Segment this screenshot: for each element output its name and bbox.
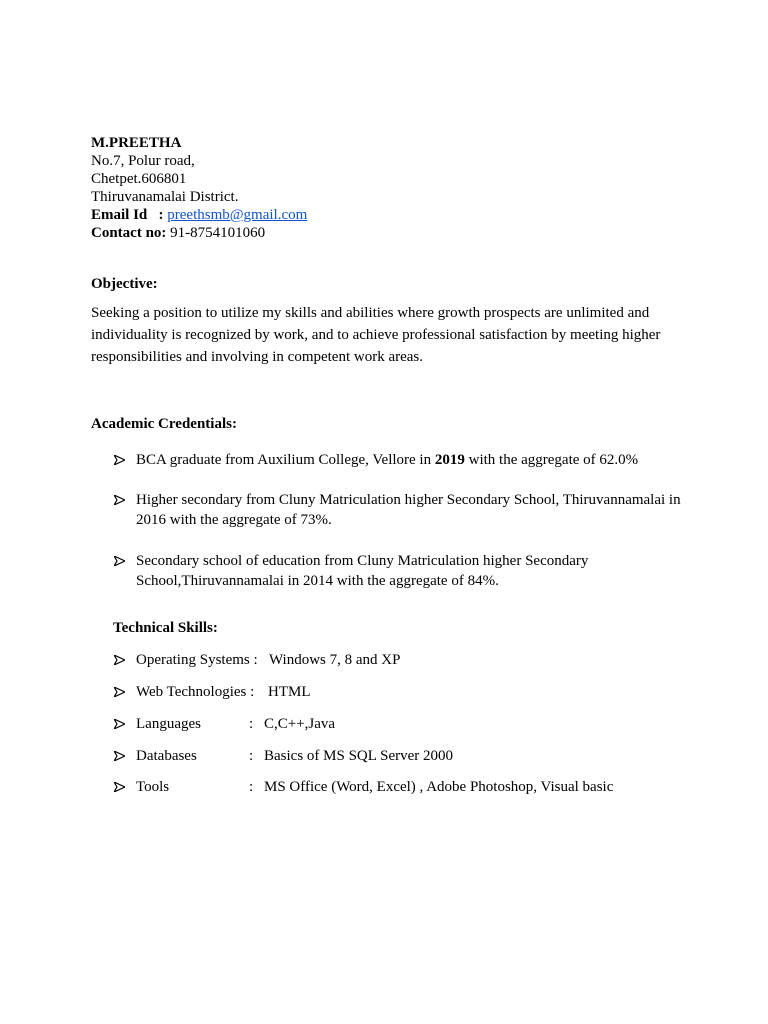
- address-line-2: Chetpet.606801: [91, 171, 187, 187]
- academic-item-text-part: BCA graduate from Auxilium College, Vellore in: [136, 452, 435, 468]
- arrow-bullet-icon: [113, 682, 127, 702]
- skill-label: Web Technologies :: [136, 684, 255, 700]
- skill-value: Basics of MS SQL Server 2000: [264, 748, 454, 764]
- address-line-3: Thiruvanamalai District.: [91, 189, 239, 205]
- skill-value: C,C++,Java: [264, 716, 336, 732]
- arrow-bullet-icon: [113, 714, 127, 734]
- contact-number: 91-8754101060: [170, 225, 266, 241]
- technical-heading: Technical Skills:: [113, 620, 218, 636]
- skill-label: Operating Systems :: [136, 652, 258, 668]
- skill-label: Languages: [136, 716, 201, 732]
- skill-colon: :: [249, 748, 254, 764]
- skill-value: Windows 7, 8 and XP: [269, 652, 401, 668]
- skill-value: HTML: [268, 684, 311, 700]
- skill-colon: :: [249, 779, 254, 795]
- academic-heading: Academic Credentials:: [91, 416, 237, 432]
- contact-label: Contact no:: [91, 225, 167, 241]
- academic-item-text: Higher secondary from Cluny Matriculation higher Secondary School, Thiruvannamalai in 2016 with the aggregate of 73%.: [136, 492, 681, 528]
- skill-value: MS Office (Word, Excel) , Adobe Photoshop, Visual basic: [264, 779, 614, 795]
- academic-item-text: Secondary school of education from Cluny Matriculation higher Secondary School,Thiruvannamalai in 2014 with the aggregate of 84%.: [136, 553, 589, 589]
- graduation-year: 2019: [434, 452, 465, 468]
- address-line-1: No.7, Polur road,: [91, 153, 195, 169]
- academic-item-text-part: with the aggregate of 62.0%: [464, 452, 639, 468]
- arrow-bullet-icon: [113, 650, 127, 670]
- contact-row: [91, 224, 307, 242]
- arrow-bullet-icon: [113, 490, 127, 510]
- skill-label: Tools: [136, 779, 170, 795]
- email-row: [91, 206, 307, 224]
- academic-item-text: [136, 450, 696, 470]
- skill-colon: :: [249, 716, 254, 732]
- arrow-bullet-icon: [113, 777, 127, 797]
- email-label: Email Id :: [91, 207, 164, 223]
- arrow-bullet-icon: [113, 551, 127, 571]
- skill-label: Databases: [136, 748, 197, 764]
- arrow-bullet-icon: [113, 746, 127, 766]
- candidate-name: M.PREETHA: [91, 135, 182, 151]
- objective-text: Seeking a position to utilize my skills and abilities where growth prospects are unlimited and individuality is recognized by work, and to achieve professional satisfaction by meeting higher responsibilities and involving in competent work areas.: [91, 305, 661, 365]
- contact-block: [91, 134, 307, 242]
- arrow-bullet-icon: [113, 450, 127, 470]
- objective-heading: Objective:: [91, 276, 158, 292]
- email-link[interactable]: preethsmb@gmail.com: [167, 207, 308, 223]
